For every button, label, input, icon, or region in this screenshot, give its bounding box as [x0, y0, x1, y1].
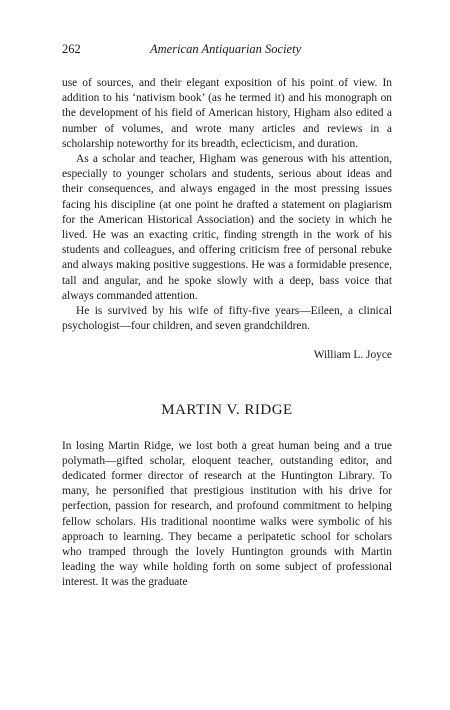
- author-signature: William L. Joyce: [313, 349, 392, 362]
- page-number: 262: [62, 42, 81, 56]
- journal-title: American Antiquarian Society: [150, 42, 302, 56]
- book-page: [62, 40, 392, 591]
- paragraph: As a scholar and teacher, Higham was generous with his attention, especially to younger scholars and students, serious about ideas and their consequences, and always engaged in the most pressing issues facing his discipline (at one point he drafted a statement on plagiarism for the American Historical Association) and the society in which he lived. He was an exacting critic, finding strength in the work of his students and colleagues, and offering criticism free of personal rebuke and always making positive suggestions. He was a formidable presence, tall and angular, and he spoke slowly with a deep, bass voice that always commanded attention.: [62, 153, 392, 302]
- running-head: [62, 40, 392, 58]
- higham-obituary: [62, 76, 392, 334]
- section-heading: MARTIN V. RIDGE: [161, 401, 293, 418]
- ridge-obituary: [62, 439, 392, 591]
- paragraph: In losing Martin Ridge, we lost both a great human being and a true polymath—gifted scholar, eloquent teacher, outstanding editor, and dedicated former director of research at the Huntington Library. To many, he personified that prestigious institution with his drive for perfection, passion for research, and profound commitment to helping fellow scholars. His traditional noontime walks were symbolic of his approach to learning. They became a peripatetic school for scholars who tramped through the lovely Huntington grounds with Martin leading the way while holding forth on some subject of professional interest. It was the graduate: [62, 439, 392, 589]
- paragraph: He is survived by his wife of fifty-five years—Eileen, a clinical psychologist—four children, and seven grandchildren.: [62, 305, 392, 333]
- paragraph: use of sources, and their elegant exposition of his point of view. In addition to his ‘nativism book’ (as he termed it) and his monograph on the development of his field of American history, Higham also edited a number of volumes, and wrote many articles and reviews in a scholarship noteworthy for its breadth, eclecticism, and duration.: [62, 77, 392, 150]
